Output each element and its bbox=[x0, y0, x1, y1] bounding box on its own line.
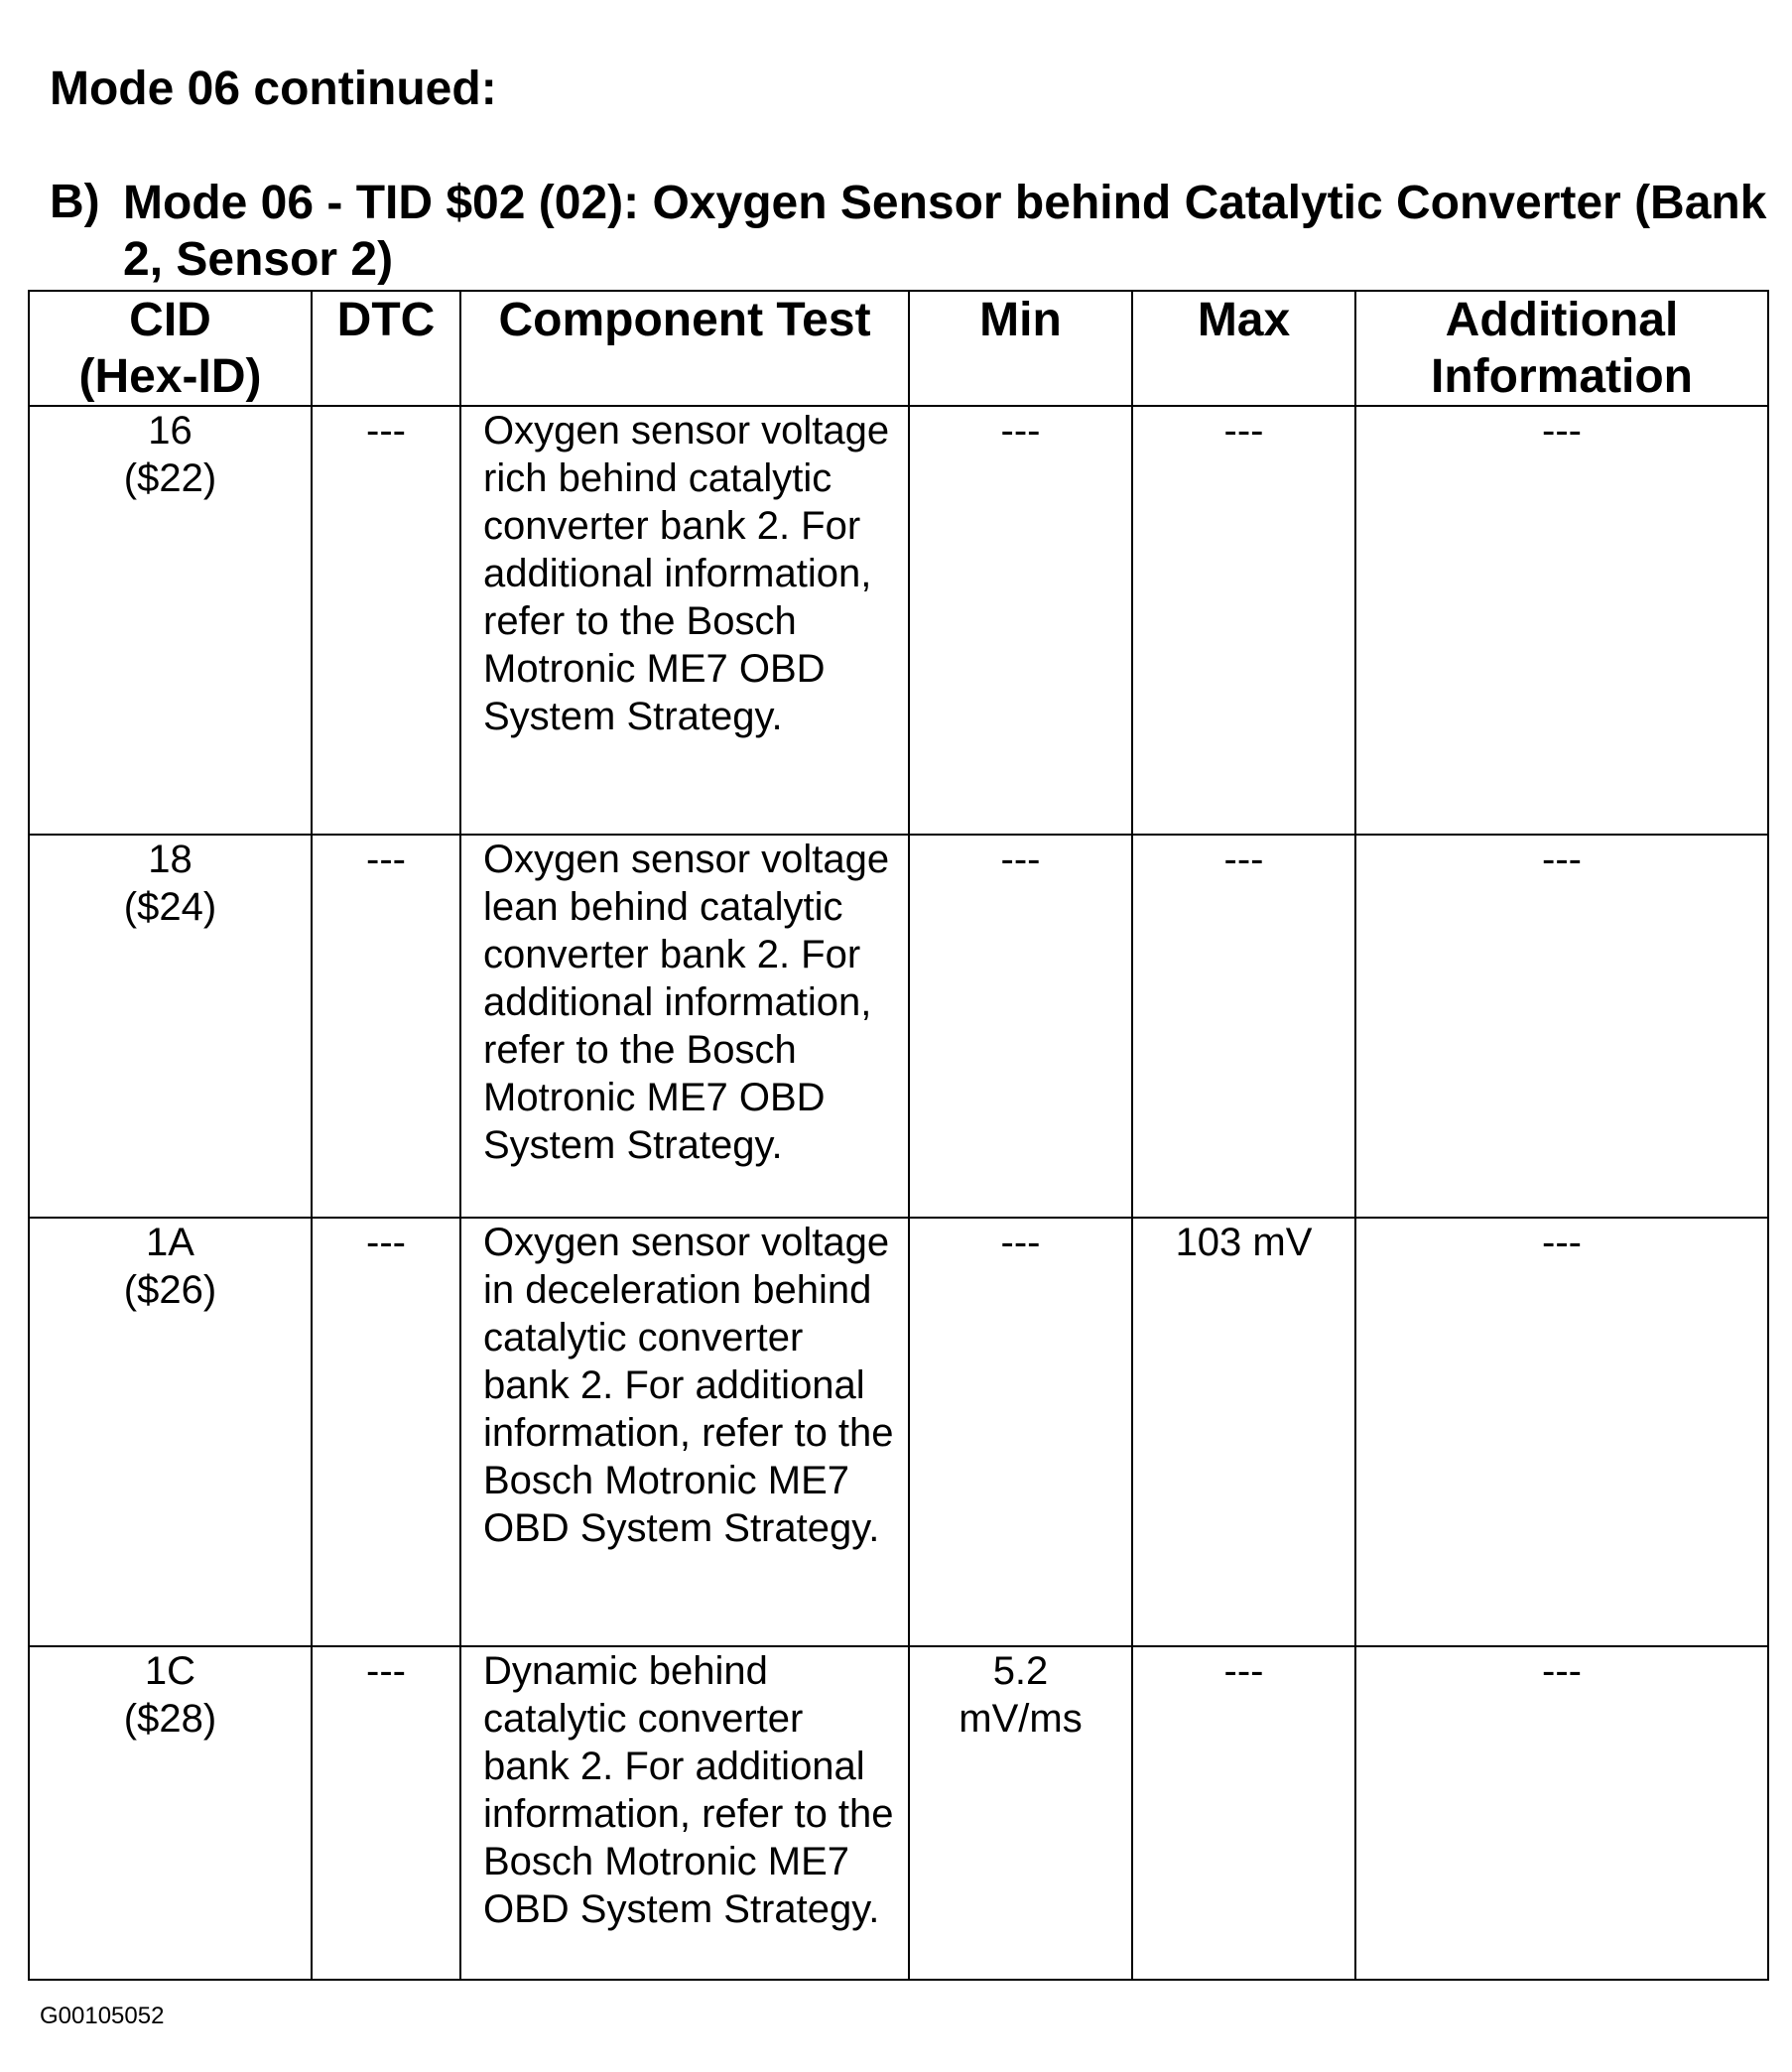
additional-info-cell: --- bbox=[1355, 406, 1768, 835]
hex-id-value: ($24) bbox=[123, 885, 217, 929]
dtc-cell: --- bbox=[312, 406, 460, 835]
hex-id-value: ($28) bbox=[123, 1697, 217, 1741]
additional-info-cell: --- bbox=[1355, 1646, 1768, 1980]
table-row bbox=[29, 1218, 1768, 1646]
header-min: Min bbox=[909, 291, 1132, 406]
additional-info-cell: --- bbox=[1355, 835, 1768, 1218]
mode-06-table bbox=[28, 290, 1769, 1981]
page-heading: Mode 06 continued: bbox=[50, 63, 497, 115]
table-row bbox=[29, 1646, 1768, 1980]
hex-id-value: ($22) bbox=[123, 456, 217, 500]
cid-cell bbox=[29, 1218, 312, 1646]
header-cid-sub: (Hex-ID) bbox=[78, 350, 262, 403]
header-cid-label: CID bbox=[129, 294, 211, 346]
max-cell: --- bbox=[1132, 835, 1355, 1218]
cid-cell bbox=[29, 835, 312, 1218]
figure-id: G00105052 bbox=[40, 2003, 165, 2029]
hex-id-value: ($26) bbox=[123, 1268, 217, 1312]
dtc-cell: --- bbox=[312, 835, 460, 1218]
min-unit: mV/ms bbox=[959, 1697, 1083, 1741]
header-component-test: Component Test bbox=[460, 291, 909, 406]
min-cell: --- bbox=[909, 406, 1132, 835]
header-cid bbox=[29, 291, 312, 406]
component-test-cell: Oxygen sensor voltage lean behind catalytic converter bank 2. For additional information, refer to the Bosch Motronic ME7 OBD System Strategy. bbox=[460, 835, 909, 1218]
component-test-cell: Dynamic behind catalytic converter bank 2. For additional information, refer to the Bosch Motronic ME7 OBD System Strategy. bbox=[460, 1646, 909, 1980]
dtc-cell: --- bbox=[312, 1218, 460, 1646]
min-cell: --- bbox=[909, 1218, 1132, 1646]
header-additional-line-1: Additional bbox=[1445, 294, 1679, 346]
max-cell: --- bbox=[1132, 1646, 1355, 1980]
min-value: 5.2 bbox=[992, 1649, 1049, 1693]
component-test-cell: Oxygen sensor voltage rich behind catalytic converter bank 2. For additional information, refer to the Bosch Motronic ME7 OBD System Strategy. bbox=[460, 406, 909, 835]
header-additional-line-2: Information bbox=[1431, 350, 1693, 403]
additional-info-cell: --- bbox=[1355, 1218, 1768, 1646]
cid-value: 16 bbox=[148, 409, 192, 453]
table-row bbox=[29, 835, 1768, 1218]
min-cell bbox=[909, 1646, 1132, 1980]
cid-value: 1C bbox=[144, 1649, 196, 1693]
component-test-cell: Oxygen sensor voltage in deceleration behind catalytic converter bank 2. For additional information, refer to the Bosch Motronic ME7 OBD System Strategy. bbox=[460, 1218, 909, 1646]
table-header-row bbox=[29, 291, 1768, 406]
cid-value: 18 bbox=[148, 838, 192, 881]
section-label: B) bbox=[50, 176, 100, 228]
cid-cell bbox=[29, 406, 312, 835]
max-cell: 103 mV bbox=[1132, 1218, 1355, 1646]
min-cell: --- bbox=[909, 835, 1132, 1218]
header-dtc: DTC bbox=[312, 291, 460, 406]
section-title: Mode 06 - TID $02 (02): Oxygen Sensor behind Catalytic Converter (Bank 2, Sensor 2) bbox=[123, 177, 1767, 286]
cid-value: 1A bbox=[146, 1221, 194, 1264]
max-cell: --- bbox=[1132, 406, 1355, 835]
dtc-cell: --- bbox=[312, 1646, 460, 1980]
header-max: Max bbox=[1132, 291, 1355, 406]
header-additional-information bbox=[1355, 291, 1768, 406]
cid-cell bbox=[29, 1646, 312, 1980]
table-row bbox=[29, 406, 1768, 835]
